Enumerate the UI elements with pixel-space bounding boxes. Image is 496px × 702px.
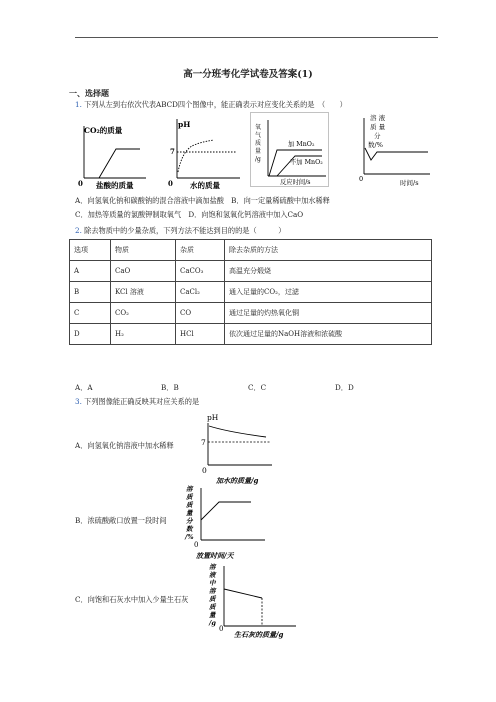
q3-chart-b-xlabel: 放置时间/天 [196,551,234,560]
table-header-row [70,240,432,261]
svg-text:/%: /% [185,533,194,541]
svg-text:量: 量 [255,148,262,155]
svg-text:氧: 氧 [255,124,262,131]
q3-chart-c-line [224,589,262,598]
table-cell: C [70,303,111,324]
q1-chart-c-xlabel: 反应时间/s [280,179,311,186]
svg-text:溶: 溶 [209,563,216,571]
q3-chart-b [183,484,283,562]
q1-chart-b-tick: 7 [170,147,175,156]
table-header-cell: 杂质 [176,240,225,261]
impurity-table [69,239,432,345]
table-row [70,261,432,282]
table-cell: 通过足量的灼热氧化铜 [225,303,432,324]
q3-chart-a-origin: 0 [202,466,207,475]
question-3-number: 3. [75,397,82,406]
q1-chart-d [344,112,434,192]
question-1-text: 下列从左到右依次代表ABCD四个图像中，能正确表示对应变化关系的是 （ ） [84,100,347,109]
table-cell: KCl 溶液 [111,282,176,303]
q1-chart-a-line [88,149,140,178]
q3-chart-c-xlabel: 生石灰的质量/g [234,630,284,639]
svg-text:量: 量 [186,509,193,517]
svg-text:量: 量 [209,611,216,619]
q1-chart-d-xlabel: 时间/s [400,179,419,187]
header-rule [75,37,438,38]
q1-chart-a-xlabel: 盐酸的质量 [96,181,134,190]
svg-text:质: 质 [186,493,193,501]
q1-options-line1: A．向氢氧化钠和碳酸钠的混合溶液中滴加盐酸 B．向一定量稀硫酸中加水稀释 [75,196,330,205]
question-1 [75,100,347,109]
svg-text:质 量: 质 量 [370,123,386,131]
svg-text:溶 液: 溶 液 [370,114,386,122]
table-cell: B [70,282,111,303]
table-cell: CaO [111,261,176,282]
table-cell: H₂ [111,324,176,345]
q1-options-line2: C．加热等质量的氯酸钾制取氧气 D．向饱和氢氧化钙溶液中加入CaO [75,210,304,219]
svg-text:分: 分 [374,132,381,140]
table-row [70,303,432,324]
q1-chart-b-ylabel: pH [178,120,191,129]
svg-text:数: 数 [186,525,193,533]
q1-chart-c-ylabel [255,123,261,163]
table-cell: 高温充分煅烧 [225,261,432,282]
table-cell: HCl [176,324,225,345]
svg-text:/g: /g [255,156,261,163]
q2-answer-b: B．B [161,383,179,392]
svg-text:质: 质 [255,140,262,147]
table-cell: 通入足量的CO₂，过滤 [225,282,432,303]
svg-text:溶: 溶 [186,485,193,493]
q3-option-c: C．向饱和石灰水中加入少量生石灰 [75,595,189,604]
q1-chart-b-origin: 0 [168,179,173,188]
q1-chart-d-origin: 0 [359,175,364,183]
page-title: 高一分班考化学试卷及答案(1) [183,69,313,80]
q3-option-b: B．浓硫酸敞口放置一段时间 [75,516,167,525]
table-cell: CO [176,303,225,324]
q3-chart-a [198,410,288,485]
svg-text:中: 中 [209,579,216,587]
q3-option-a: A．向氢氧化钠溶液中加水稀释 [75,441,174,450]
q3-chart-b-line [201,502,251,520]
table-cell: CaCl₂ [176,282,225,303]
q1-chart-b-curve [178,140,214,172]
svg-text:气: 气 [255,132,262,139]
q1-chart-a [74,112,154,192]
question-2 [75,226,285,235]
table-header-cell: 除去杂质的方法 [225,240,432,261]
q3-chart-c [206,562,306,642]
table-header-cell: 物质 [111,240,176,261]
table-row [70,324,432,345]
q3-chart-c-ylabel [208,563,217,627]
question-3 [75,397,199,406]
q1-chart-c-label1: 加 MnO₂ [288,141,315,148]
svg-text:质: 质 [209,595,216,603]
svg-text:/g: /g [209,619,216,627]
question-2-number: 2. [75,226,82,235]
q3-chart-c-origin: 0 [219,625,224,633]
q1-chart-a-origin: 0 [78,179,83,188]
q1-chart-c-label2: 不加 MnO₂ [290,159,323,166]
q2-answer-d: D．D [335,383,354,392]
svg-text:质: 质 [209,603,216,611]
q2-answer-a: A．A [75,383,93,392]
q3-chart-a-curve [209,426,266,437]
question-2-text: 除去物质中的少量杂质，下列方法不能达到目的的是（ ） [84,226,286,235]
q1-chart-d-ylabel [368,113,386,149]
svg-text:数/%: 数/% [368,141,383,149]
q1-chart-b [166,112,246,192]
q3-chart-b-origin: 0 [194,541,199,549]
q3-chart-a-ylabel: pH [207,413,219,422]
q1-chart-b-xlabel: 水的质量 [190,181,220,190]
q1-chart-d-line [365,148,428,160]
q1-chart-a-ylabel: CO₂的质量 [84,126,123,135]
table-cell: CaCO₃ [176,261,225,282]
svg-text:液: 液 [209,571,216,579]
q3-chart-a-tick: 7 [201,438,206,447]
table-cell: CO₂ [111,303,176,324]
table-cell: A [70,261,111,282]
question-3-text: 下列图像能正确反映其对应关系的是 [84,397,200,406]
q3-chart-b-ylabel [184,485,194,541]
q2-answer-c: C．C [248,383,267,392]
question-1-number: 1. [75,100,82,109]
svg-text:质: 质 [186,501,193,509]
q3-chart-a-xlabel: 加水的质量/g [216,476,259,485]
section-heading: 一、选择题 [69,88,109,98]
table-cell: D [70,324,111,345]
q1-chart-c [250,112,330,192]
svg-text:溶: 溶 [209,587,216,595]
table-header-cell: 选项 [70,240,111,261]
svg-text:分: 分 [186,517,193,525]
table-cell: 依次通过足量的NaOH溶液和浓硫酸 [225,324,432,345]
table-row [70,282,432,303]
